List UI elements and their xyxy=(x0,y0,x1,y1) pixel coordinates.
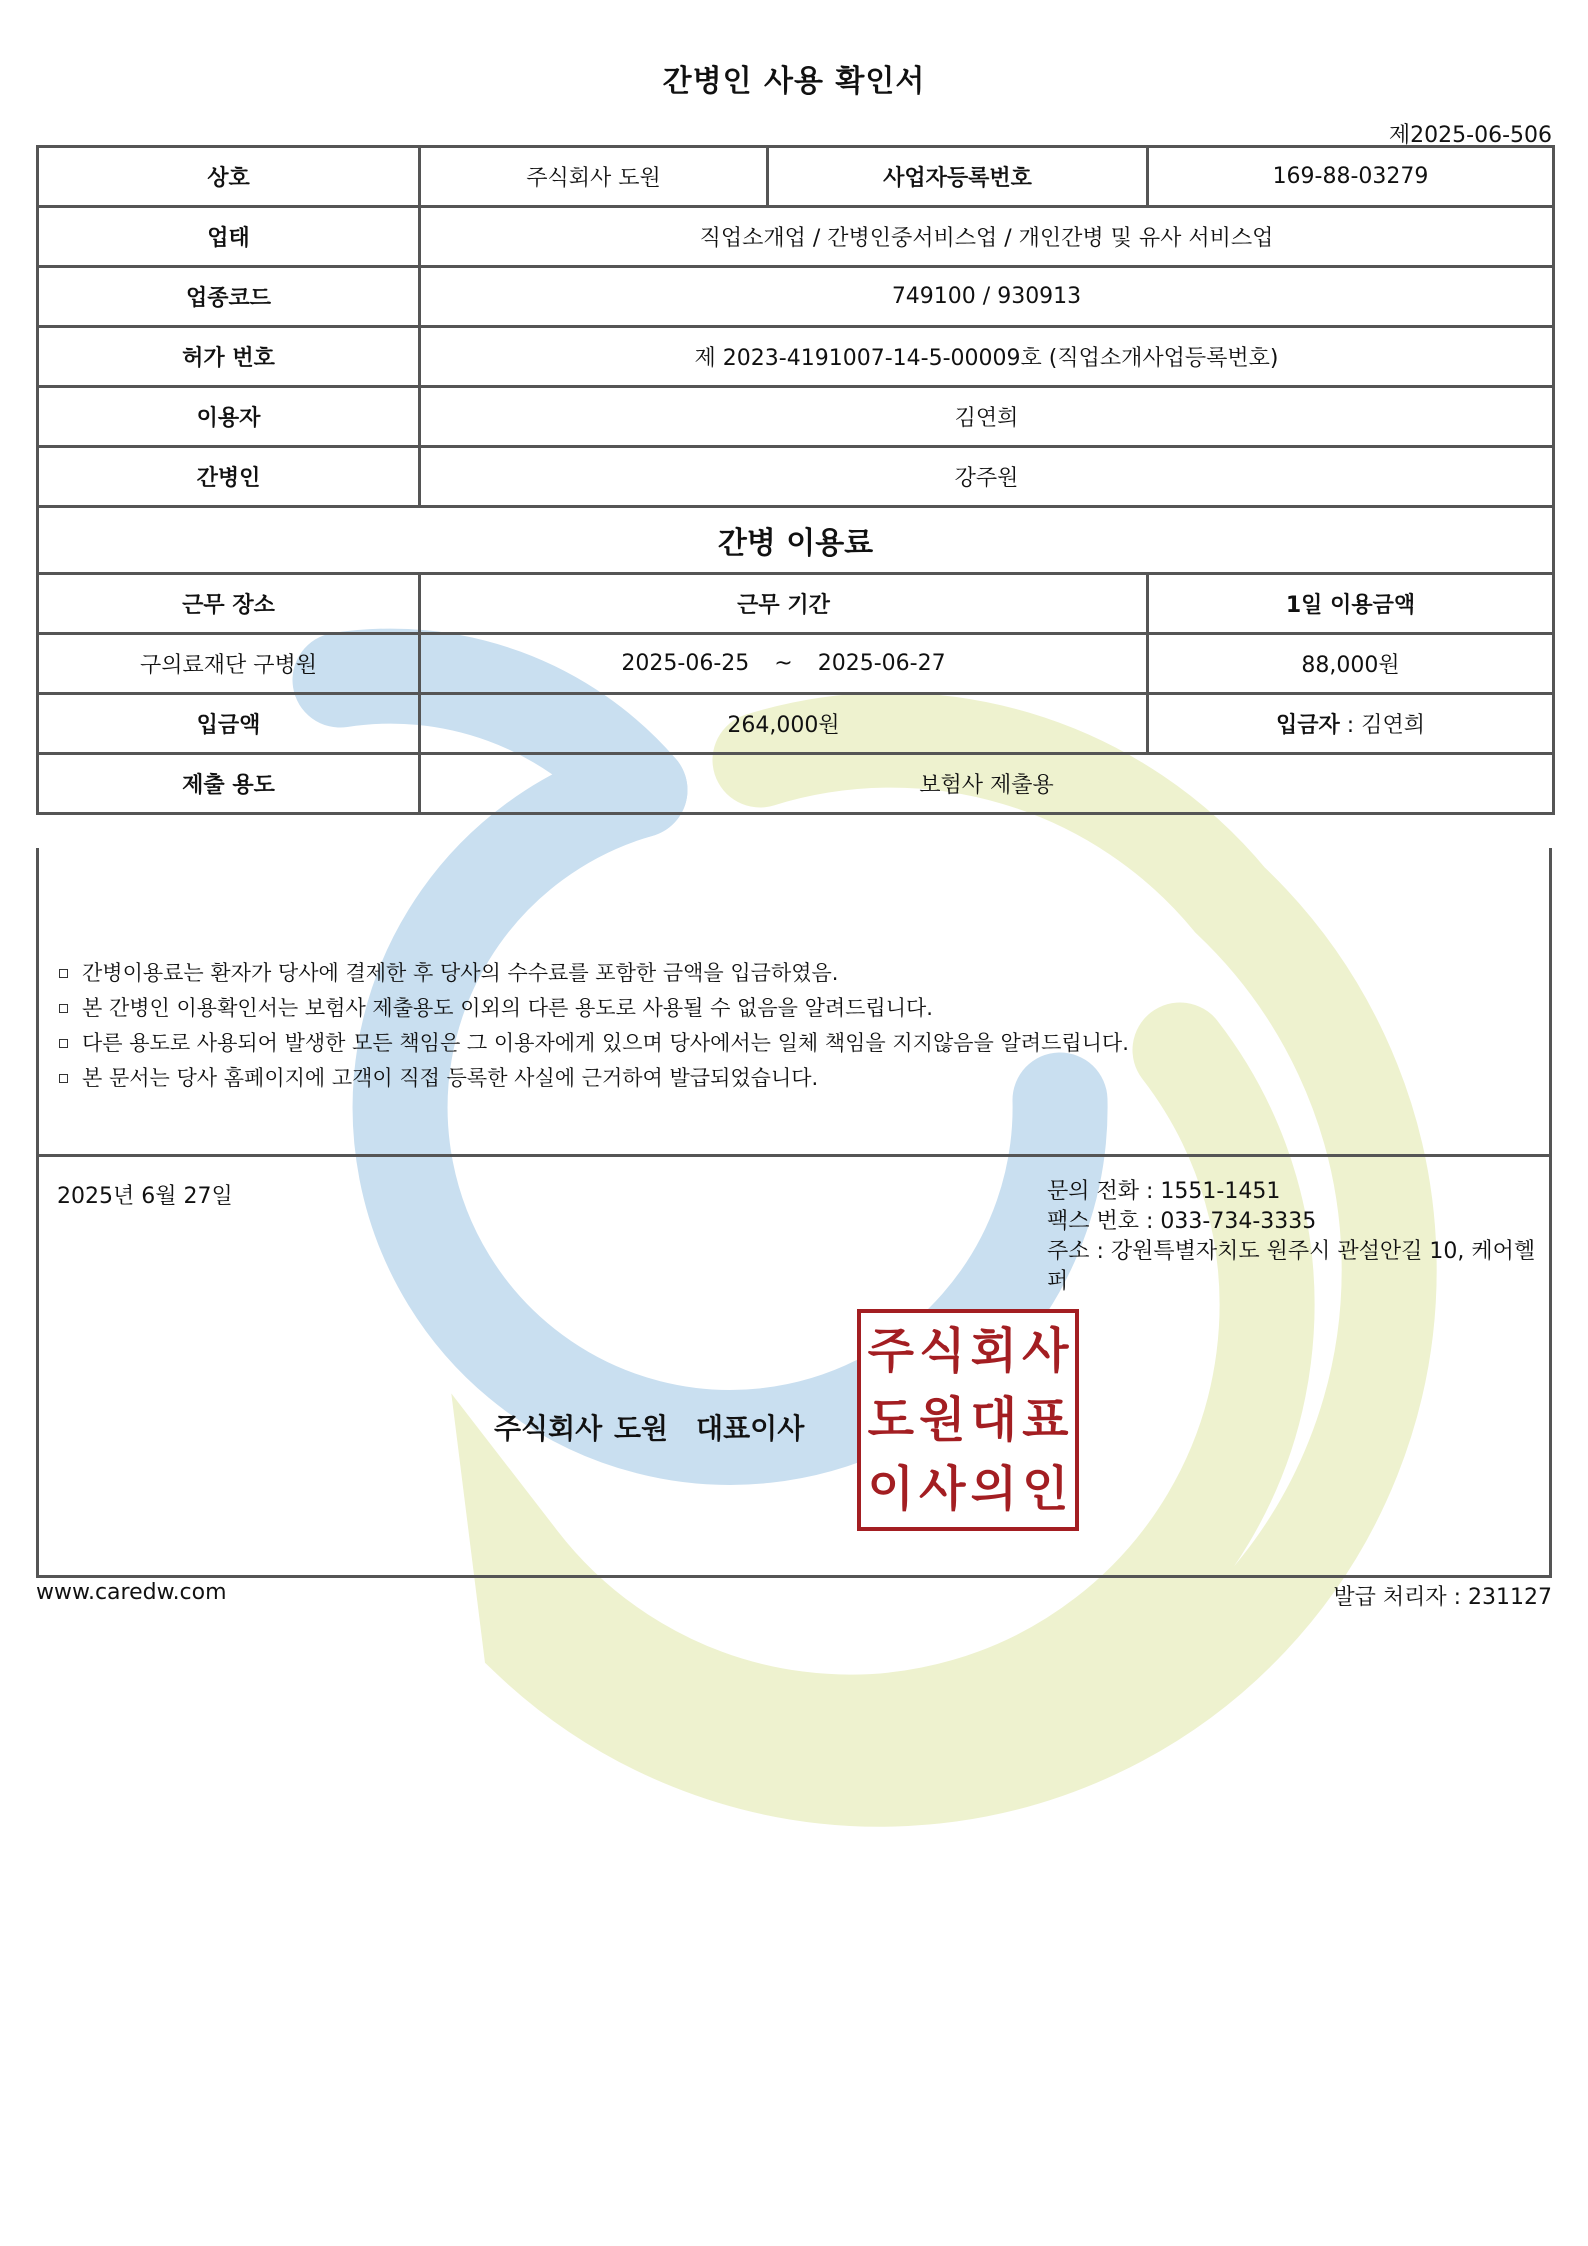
period-label: 근무 기간 xyxy=(420,574,1148,634)
company-seal-stamp xyxy=(857,1309,1079,1531)
row-fee-header xyxy=(38,574,1554,634)
square-bullet-icon xyxy=(59,1039,68,1048)
seal-glyph: 사 xyxy=(1022,1323,1069,1380)
document-title: 간병인 사용 확인서 xyxy=(662,64,926,99)
caregiver-value: 강주원 xyxy=(420,447,1554,507)
contact-phone: 문의 전화 : 1551-1451 xyxy=(1047,1179,1281,1204)
issuer-info: 발급 처리자 : 231127 xyxy=(1333,1585,1552,1610)
bizno-value: 169-88-03279 xyxy=(1148,147,1554,207)
depositor-value: 김연희 xyxy=(1361,713,1425,738)
notes-list xyxy=(59,956,1129,1096)
note-item: 간병이용료는 환자가 당사에 결제한 후 당사의 수수료를 포함한 금액을 입금하였음. xyxy=(59,956,1129,991)
industry-code-label: 업종코드 xyxy=(38,267,420,327)
user-value: 김연희 xyxy=(420,387,1554,447)
depositor-separator: : xyxy=(1339,713,1362,738)
seal-glyph: 인 xyxy=(1022,1460,1069,1517)
purpose-label: 제출 용도 xyxy=(38,754,420,814)
license-label: 허가 번호 xyxy=(38,327,420,387)
signer-title: 대표이사 xyxy=(696,1412,805,1445)
contact-info xyxy=(1047,1177,1549,1297)
period-separator: ~ xyxy=(774,651,793,676)
document-number: 제2025-06-506 xyxy=(1388,123,1552,148)
business-type-value: 직업소개업 / 간병인중서비스업 / 개인간병 및 유사 서비스업 xyxy=(420,207,1554,267)
row-caregiver xyxy=(38,447,1554,507)
row-company xyxy=(38,147,1554,207)
period-end: 2025-06-27 xyxy=(817,651,946,676)
note-item: 본 간병인 이용확인서는 보험사 제출용도 이외의 다른 용도로 사용될 수 없음을 알려드립니다. xyxy=(59,991,1129,1026)
issue-date: 2025년 6월 27일 xyxy=(57,1184,233,1209)
seal-glyph: 도 xyxy=(867,1391,914,1448)
seal-glyph: 이 xyxy=(867,1460,914,1517)
row-industry-code xyxy=(38,267,1554,327)
info-table xyxy=(36,145,1555,815)
seal-glyph: 표 xyxy=(1022,1391,1069,1448)
row-license xyxy=(38,327,1554,387)
purpose-value: 보험사 제출용 xyxy=(420,754,1554,814)
footer-box xyxy=(36,1154,1552,1578)
row-business-type xyxy=(38,207,1554,267)
row-fee-section xyxy=(38,507,1554,574)
bizno-label: 사업자등록번호 xyxy=(768,147,1148,207)
row-purpose xyxy=(38,754,1554,814)
square-bullet-icon xyxy=(59,1074,68,1083)
workplace-value: 구의료재단 구병원 xyxy=(38,634,420,694)
company-value: 주식회사 도원 xyxy=(420,147,768,207)
business-type-label: 업태 xyxy=(38,207,420,267)
contact-fax: 팩스 번호 : 033-734-3335 xyxy=(1047,1209,1317,1234)
signer xyxy=(494,1407,804,1447)
signer-company: 주식회사 도원 xyxy=(494,1412,669,1445)
period-start: 2025-06-25 xyxy=(621,651,750,676)
workplace-label: 근무 장소 xyxy=(38,574,420,634)
daily-amount-value: 88,000원 xyxy=(1148,634,1554,694)
row-deposit xyxy=(38,694,1554,754)
license-value: 제 2023-4191007-14-5-00009호 (직업소개사업등록번호) xyxy=(420,327,1554,387)
depositor-label: 입금자 xyxy=(1276,713,1340,738)
depositor-cell xyxy=(1148,694,1554,754)
contact-address: 주소 : 강원특별자치도 원주시 관설안길 10, 케어헬퍼 xyxy=(1047,1239,1536,1294)
seal-glyph: 주 xyxy=(867,1323,914,1380)
square-bullet-icon xyxy=(59,1004,68,1013)
seal-glyph: 의 xyxy=(970,1460,1017,1517)
caregiver-label: 간병인 xyxy=(38,447,420,507)
note-item: 본 문서는 당사 홈페이지에 고객이 직접 등록한 사실에 근거하여 발급되었습니다. xyxy=(59,1061,1129,1096)
industry-code-value: 749100 / 930913 xyxy=(420,267,1554,327)
period-value xyxy=(420,634,1148,694)
company-label: 상호 xyxy=(38,147,420,207)
note-item: 다른 용도로 사용되어 발생한 모든 책임은 그 이용자에게 있으며 당사에서는 일체 책임을 지지않음을 알려드립니다. xyxy=(59,1026,1129,1061)
row-user xyxy=(38,387,1554,447)
fee-section-title: 간병 이용료 xyxy=(38,507,1554,574)
user-label: 이용자 xyxy=(38,387,420,447)
seal-glyph: 대 xyxy=(970,1391,1017,1448)
seal-glyph: 원 xyxy=(919,1391,966,1448)
notes-box xyxy=(36,848,1552,1157)
row-fee-values xyxy=(38,634,1554,694)
website-url[interactable]: www.caredw.com xyxy=(36,1580,227,1605)
deposit-value: 264,000원 xyxy=(420,694,1148,754)
seal-glyph: 회 xyxy=(970,1323,1017,1380)
square-bullet-icon xyxy=(59,969,68,978)
daily-amount-label: 1일 이용금액 xyxy=(1148,574,1554,634)
deposit-label: 입금액 xyxy=(38,694,420,754)
seal-glyph: 사 xyxy=(919,1460,966,1517)
seal-glyph: 식 xyxy=(919,1323,966,1380)
